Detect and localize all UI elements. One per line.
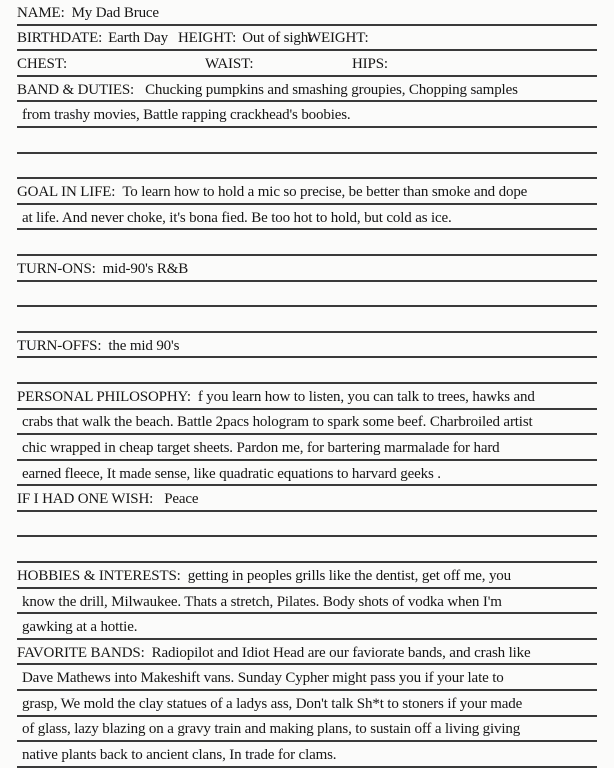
- ruled-line-empty: [17, 282, 597, 308]
- one-wish-value: Peace: [164, 491, 199, 508]
- favorite-bands-label: FAVORITE BANDS:: [17, 644, 145, 661]
- favorite-bands-value-line3: grasp, We mold the clay statues of a ladys ass, Don't talk Sh*t to stoners if your made: [22, 695, 523, 712]
- band-duties-value-line1: Chucking pumpkins and smashing groupies, Chopping samples: [145, 81, 518, 98]
- birthdate-field: [17, 31, 168, 47]
- ruled-line-empty: [17, 128, 597, 154]
- form-row-personal-philosophy-line3: [17, 435, 597, 461]
- ruled-line-empty: [17, 358, 597, 384]
- form-row-favorite-bands-line5: [17, 742, 597, 768]
- band-duties-label: BAND & DUTIES:: [17, 81, 135, 98]
- ruled-line-empty: [17, 154, 597, 180]
- personal-philosophy-value-line4: earned fleece, It made sense, like quadratic equations to harvard geeks .: [22, 465, 441, 482]
- goal-in-life-label: GOAL IN LIFE:: [17, 184, 116, 200]
- height-field: [178, 31, 312, 47]
- birthdate-label: BIRTHDATE:: [17, 30, 103, 47]
- name-value: My Dad Bruce: [71, 4, 159, 21]
- favorite-bands-value-line4: of glass, lazy blazing on a gravy train and making plans, to sustain off a living giving: [22, 721, 521, 738]
- birthdate-value: Earth Day: [108, 30, 168, 47]
- waist-label: WAIST:: [205, 56, 254, 73]
- weight-label: WEIGHT:: [307, 30, 369, 47]
- weight-field: [307, 31, 375, 47]
- form-row-turn-offs: [17, 333, 597, 359]
- favorite-bands-value-line1: Radiopilot and Idiot Head are our faviorate bands, and crash like: [151, 644, 531, 661]
- form-row-favorite-bands-line2: [17, 665, 597, 691]
- form-row-chest-waist-hips: [17, 51, 597, 77]
- form-row-hobbies-interests-line2: [17, 589, 597, 615]
- form-row-favorite-bands-line4: [17, 717, 597, 743]
- form-row-goal-in-life-line2: [17, 205, 597, 231]
- favorite-bands-value-line2: Dave Mathews into Makeshift vans. Sunday Cypher might pass you if your late to: [22, 670, 504, 687]
- hobbies-interests-label: HOBBIES & INTERESTS:: [17, 567, 181, 584]
- turn-offs-label: TURN-OFFS:: [17, 337, 102, 354]
- band-duties-value-line2: from trashy movies, Battle rapping crackhead's boobies.: [22, 107, 351, 124]
- form-row-birthdate-height-weight: [17, 26, 597, 52]
- form-row-favorite-bands-line3: [17, 691, 597, 717]
- form-row-hobbies-interests-line3: [17, 614, 597, 640]
- chest-label: CHEST:: [17, 56, 68, 73]
- goal-in-life-value-line2: at life. And never choke, it's bona fied. Be too hot to hold, but cold as ice.: [22, 209, 452, 226]
- waist-field: [205, 57, 259, 73]
- form-row-band-duties: [17, 77, 597, 103]
- form-row-personal-philosophy-line2: [17, 410, 597, 436]
- height-value: Out of sight: [242, 30, 313, 47]
- form-row-band-duties-line2: [17, 102, 597, 128]
- ruled-line-empty: [17, 537, 597, 563]
- form-row-turn-ons: [17, 256, 597, 282]
- hobbies-interests-value-line3: gawking at a hottie.: [22, 619, 138, 636]
- turn-ons-value: mid-90's R&B: [102, 260, 189, 277]
- form-row-hobbies-interests: [17, 563, 597, 589]
- personal-philosophy-value-line3: chic wrapped in cheap target sheets. Pardon me, for bartering marmalade for hard: [22, 439, 500, 456]
- form-row-one-wish: [17, 486, 597, 512]
- ruled-line-empty: [17, 512, 597, 538]
- hips-field: [352, 57, 394, 73]
- form-row-goal-in-life: [17, 179, 597, 205]
- personal-philosophy-value-line1: f you learn how to listen, you can talk to trees, hawks and: [197, 388, 535, 405]
- favorite-bands-value-line5: native plants back to ancient clans, In trade for clams.: [22, 747, 337, 764]
- chest-field: [17, 57, 73, 73]
- ruled-line-empty: [17, 307, 597, 333]
- name-label: NAME:: [17, 4, 65, 21]
- turn-ons-label: TURN-ONS:: [17, 260, 96, 277]
- turn-offs-value: the mid 90's: [108, 337, 180, 354]
- form-row-personal-philosophy-line4: [17, 461, 597, 487]
- personal-philosophy-value-line2: crabs that walk the beach. Battle 2pacs hologram to spark some beef. Charbroiled artist: [22, 414, 533, 431]
- form-row-name: [17, 0, 597, 26]
- hips-label: HIPS:: [352, 56, 388, 73]
- goal-in-life-value-line1: To learn how to hold a mic so precise, be better than smoke and dope: [122, 184, 528, 200]
- form-row-favorite-bands: [17, 640, 597, 666]
- height-label: HEIGHT:: [178, 30, 237, 47]
- ruled-line-empty: [17, 230, 597, 256]
- hobbies-interests-value-line2: know the drill, Milwaukee. Thats a stretch, Pilates. Body shots of vodka when I'm: [22, 593, 502, 610]
- form-row-personal-philosophy: [17, 384, 597, 410]
- one-wish-label: IF I HAD ONE WISH:: [17, 491, 154, 508]
- personal-philosophy-label: PERSONAL PHILOSOPHY:: [17, 388, 191, 405]
- hobbies-interests-value-line1: getting in peoples grills like the dentist, get off me, you: [187, 567, 512, 584]
